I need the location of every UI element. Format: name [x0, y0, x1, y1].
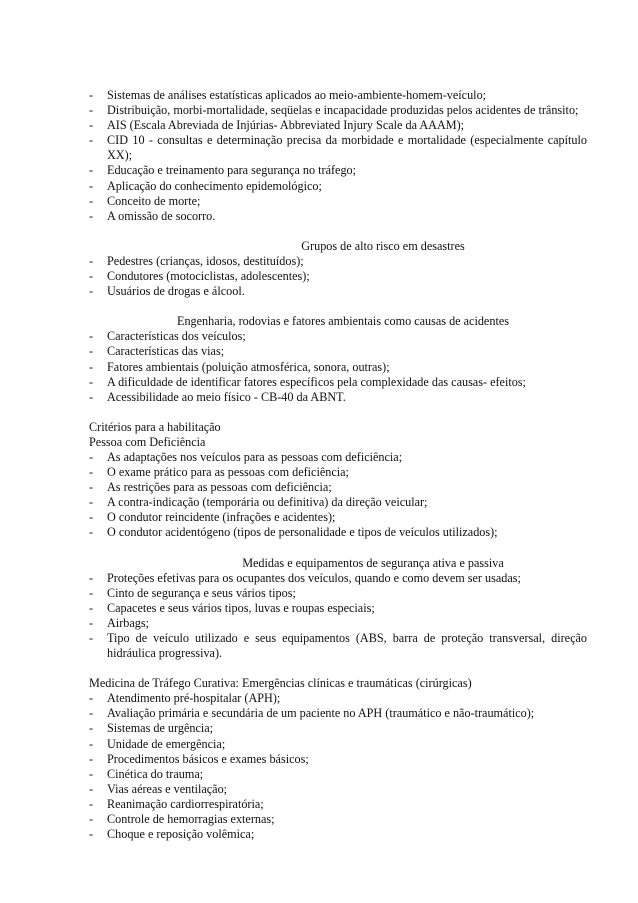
section-5-list	[89, 571, 587, 662]
list-item: - Pedestres (crianças, idosos, destituídos);	[89, 254, 587, 269]
list-item: - Controle de hemorragias externas;	[89, 812, 587, 827]
spacer	[89, 661, 587, 676]
document-page	[89, 88, 587, 842]
list-item: - Fatores ambientais (poluição atmosférica, sonora, outras);	[89, 360, 587, 375]
section-3-heading: Engenharia, rodovias e fatores ambientais como causas de acidentes	[177, 314, 509, 329]
list-item: - Condutores (motociclistas, adolescentes);	[89, 269, 587, 284]
list-item: - Atendimento pré-hospitalar (APH);	[89, 691, 587, 706]
list-item: - Aplicação do conhecimento epidemológico;	[89, 179, 587, 194]
list-item: - Procedimentos básicos e exames básicos;	[89, 752, 587, 767]
list-item: - Características das vias;	[89, 344, 587, 359]
list-item: - A contra-indicação (temporária ou definitiva) da direção veicular;	[89, 495, 587, 510]
section-6-list	[89, 691, 587, 842]
list-item: - O condutor reincidente (infrações e acidentes);	[89, 510, 587, 525]
section-6-heading: Medicina de Tráfego Curativa: Emergências clínicas e traumáticas (cirúrgicas)	[89, 676, 472, 691]
list-item: - Vias aéreas e ventilação;	[89, 782, 587, 797]
list-item: - CID 10 - consultas e determinação precisa da morbidade e mortalidade (especialmente capítulo XX);	[89, 133, 587, 163]
list-item: - Capacetes e seus vários tipos, luvas e roupas especiais;	[89, 601, 587, 616]
list-item: - Sistemas de urgência;	[89, 721, 587, 736]
list-item: - Educação e treinamento para segurança no tráfego;	[89, 163, 587, 178]
list-item: - As restrições para as pessoas com deficiência;	[89, 480, 587, 495]
list-item: - A omissão de socorro.	[89, 209, 587, 224]
list-item: - Cinto de segurança e seus vários tipos;	[89, 586, 587, 601]
list-item: - Usuários de drogas e álcool.	[89, 284, 587, 299]
list-item: - A dificuldade de identificar fatores específicos pela complexidade das causas- efeitos;	[89, 375, 587, 390]
list-item: - Unidade de emergência;	[89, 737, 587, 752]
section-4-list	[89, 450, 587, 541]
spacer	[89, 541, 587, 556]
section-2-list	[89, 254, 587, 299]
list-item: - Reanimação cardiorrespiratória;	[89, 797, 587, 812]
section-2-heading: Grupos de alto risco em desastres	[301, 238, 465, 253]
list-item: - Airbags;	[89, 616, 587, 631]
spacer	[89, 299, 587, 314]
section-3-list	[89, 329, 587, 404]
spacer	[89, 224, 587, 239]
list-item: - As adaptações nos veículos para as pessoas com deficiência;	[89, 450, 587, 465]
list-item: - Tipo de veículo utilizado e seus equipamentos (ABS, barra de proteção transversal, direção hidráulica progressiva).	[89, 631, 587, 661]
list-item: - Características dos veículos;	[89, 329, 587, 344]
spacer	[89, 405, 587, 420]
list-item: - O condutor acidentógeno (tipos de personalidade e tipos de veículos utilizados);	[89, 525, 587, 540]
list-item: - AIS (Escala Abreviada de Injúrias- Abbreviated Injury Scale da AAAM);	[89, 118, 587, 133]
list-item: - O exame prático para as pessoas com deficiência;	[89, 465, 587, 480]
list-item: - Conceito de morte;	[89, 194, 587, 209]
list-item: - Sistemas de análises estatísticas aplicados ao meio-ambiente-homem-veículo;	[89, 88, 587, 103]
list-item: - Distribuição, morbi-mortalidade, seqüelas e incapacidade produzidas pelos acidentes de trânsito;	[89, 103, 587, 118]
section-4-heading: Critérios para a habilitação	[89, 419, 221, 434]
list-item: - Avaliação primária e secundária de um paciente no APH (traumático e não-traumático);	[89, 706, 587, 721]
section-4-subheading: Pessoa com Deficiência	[89, 434, 206, 449]
list-item: - Acessibilidade ao meio físico - CB-40 da ABNT.	[89, 390, 587, 405]
list-item: - Choque e reposição volêmica;	[89, 827, 587, 842]
list-item: - Cinética do trauma;	[89, 767, 587, 782]
section-1-list	[89, 88, 587, 224]
section-5-heading: Medidas e equipamentos de segurança ativa e passiva	[242, 555, 504, 570]
list-item: - Proteções efetivas para os ocupantes dos veículos, quando e como devem ser usadas;	[89, 571, 587, 586]
